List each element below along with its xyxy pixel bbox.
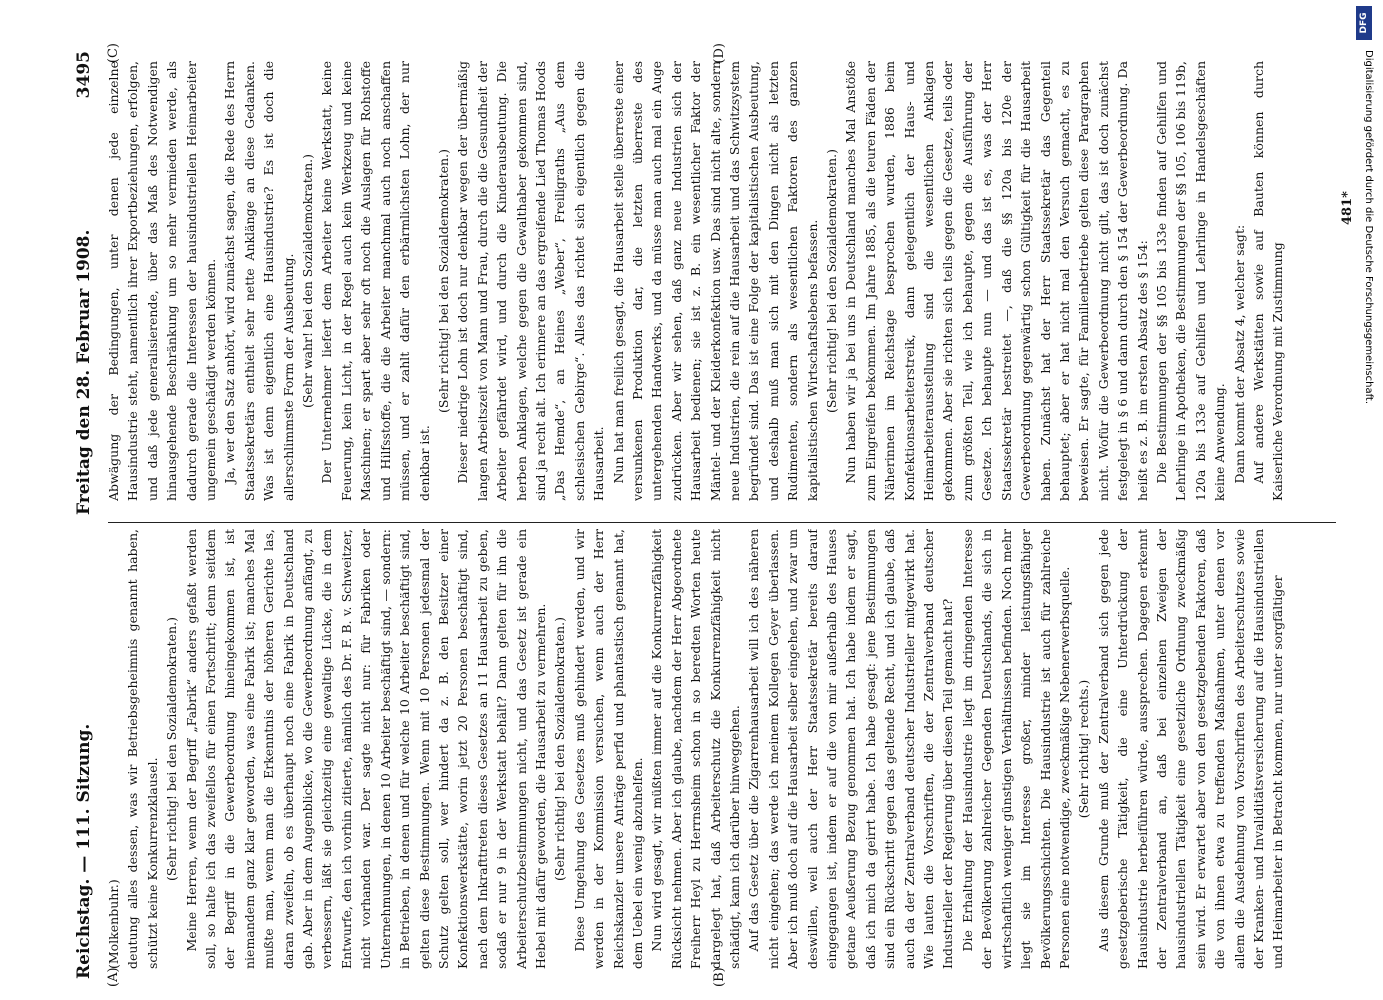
paragraph: Ja, wer den Satz anhört, wird zunächst sagen, die Rede des Herrn Staatssekretärs enthielt sehr nette Anklänge an diese Gedanken. Was ist denn eigentlich eine Hausindustrie? Es ist doch die allerschlimmste Form der Ausbeutung.: [222, 61, 296, 501]
digitization-credit: [1356, 6, 1374, 996]
quote-paragraph: Die Bestimmungen der §§ 105 bis 133e finden auf Gehilfen und Lehrlinge in Apotheken, die Bestimmungen der §§ 105, 106 bis 119b, 120a bis 133e auf Gehilfen und Lehrlinge in Handelsgeschäften keine Anwendung.: [1153, 61, 1228, 501]
session-title: Reichstag. — 111. Sitzung.: [74, 723, 94, 979]
paragraph: Dieser niedrige Lohn ist doch nur denkbar wegen der übermäßig langen Arbeitszeit von Mann und Frau, durch die die Gesundheit der Arbeiter gefährdet wird, und durch die Kinderausbeutung. Die herben Anklagen, welche gegen die Gewalthaber gekommen sind, sind ja recht alt. Ich erinnere an das ergreifende Lied Thomas Hoods „Das Hemde“, an Heines „Weber“, Freiligraths „Aus dem schlesischen Gebirge“. Alles das richtet sich eigentlich gegen die Hausarbeit.: [455, 61, 607, 501]
margin-marker-b: (B): [712, 967, 727, 987]
dfg-logo: DFG: [1356, 6, 1372, 40]
rotated-page: [72, 45, 1362, 985]
left-column: [104, 529, 1344, 969]
paragraph: Nun hat man freilich gesagt, die Hausarbeit stelle überreste einer versunkenen Produktion dar, die letzten überreste des untergehenden Handwerks, und da müsse man auch mal ein Auge zudrücken. Aber wir sehen, daß ganz neue Industrien sich der Hausarbeit bedienen; sie ist z. B. ein wesentlicher Faktor der Mäntel- und der Kleiderkonfektion usw. Das sind nicht alte, sondern neue Industrien, die rein auf die Hausarbeit und das Schwitzsystem begründet sind. Das ist eine Folge der kapitalistischen Ausbeutung, und deshalb muß man sich mit den Dingen nicht als letzten Rudimenten, sondern als wesentlichen Faktoren des ganzen kapitalistischen Wirtschaftslebens befassen.: [610, 61, 820, 501]
margin-marker-d: (D): [712, 43, 727, 64]
paragraph: Abwägung der Bedingungen, unter denen jede einzelne Hausindustrie steht, namentlich ihrer Exportbeziehungen, erfolgen, und daß jede generalisierende, über das Maß des Notwendigen hinausgehende Beschränkung um so mehr vermieden werde, als dadurch gerade die Interessen der hausindustriellen Heimarbeiter ungemein geschädigt werden können.: [106, 61, 219, 501]
column-divider: [108, 522, 1336, 523]
session-date: Freitag den 28. Februar 1908.: [74, 229, 94, 515]
paragraph: Dann kommt der Absatz 4, welcher sagt:: [1231, 224, 1247, 484]
paragraph: Der Unternehmer liefert dem Arbeiter keine Werkstatt, keine Feuerung, kein Licht, in der Regel auch kein Werkzeug und keine Maschinen; er spart aber sehr oft noch die Auslagen für Rohstoffe und Hilfsstoffe, die die Arbeiter manchmal auch noch anschaffen müssen, und er zahlt dafür den erbärmlichsten Lohn, der nur denkbar ist.: [319, 61, 432, 501]
paragraph: Auf das Gesetz über die Zigarrenhausarbeit will ich des näheren nicht eingehen; das werde ich meinem Kollegen Geyer überlassen. Aber ich muß doch auf die Hausarbeit selber eingehen, und zwar um deswillen, weil auch der Herr Staatssekretär bereits darauf eingegangen ist, indem er auf die von mir außerhalb des Hauses getane Aeußerung Bezug genommen hat. Ich habe indem er sagt, daß ich mich da geirrt habe. Ich habe gesagt: jene Bestimmungen sind ein Rückschritt gegen das geltende Recht, und ich glaube, daß auch da der Zentralverband deutscher Industrieller mitgewirkt hat. Wie lauten die Vorschriften, die der Zentralverband deutscher Industrieller der Regierung über diesen Teil gemacht hat?: [746, 529, 956, 969]
right-column: [104, 61, 1344, 501]
interjection: (Sehr richtig! bei den Sozialdemokraten.): [164, 617, 180, 881]
margin-marker-c: (C): [106, 43, 121, 64]
credit-text: Digitalisierung gefördert durch die Deutsche Forschungsgemeinschaft.: [1363, 50, 1374, 405]
interjection: (Sehr richtig! bei den Sozialdemokraten.): [552, 617, 568, 881]
margin-marker-a: (A): [106, 967, 121, 987]
interjection: (Sehr wahr! bei den Sozialdemokraten.): [300, 153, 316, 409]
quote-paragraph: Die Erhaltung der Hausindustrie liegt im dringenden Interesse der Bevölkerung zahlreicher Gegenden Deutschlands, die sich in wirtschaftlich weniger günstigen Verhältnissen befinden. Noch mehr liegt sie im Interesse großer, minder leistungsfähiger Bevölkerungsschichten. Die Hausindustrie ist auch für zahlreiche Personen eine notwendige, zweckmäßige Nebenerwerbsquelle.: [959, 529, 1072, 969]
speaker-name: (Molkenbuhr.): [106, 879, 121, 969]
paragraph: Nun wird gesagt, wir müßten immer auf die Konkurrenzfähigkeit Rücksicht nehmen. Aber ich glaube, nachdem der Herr Abgeordnete Freiherr Heyl zu Herrnsheim schon in so beredten Worten heute dargelegt hat, daß Arbeiterschutz die Konkurrenzfähigkeit nicht schädigt, kann ich darüber hinweggehen.: [649, 529, 742, 969]
page-header: [72, 45, 98, 985]
paragraph: Nun haben wir ja bei uns in Deutschland manches Mal Anstöße zum Eingreifen bekommen. Im Jahre 1885, als die teuren Fäden der Näherinnen im Reichstage besprochen wurden, 1886 beim Konfektionsarbeiterstreik, dann gelegentlich der Haus- und Heimarbeiterausstellung sind die wesentlichen Anklagen gekommen. Aber sie richten sich teils gegen die Gesetze, teils oder zum größten Teil, wie ich behaupte, gegen die Ausführung der Gesetze. Ich behaupte nun — und das ist es, was der Herr Staatssekretär bestreitet —, daß die §§ 120a bis 120e der Gewerbeordnung gegenwärtig schon Gültigkeit für die Hausarbeit haben. Zunächst hat der Herr Staatssekretär das Gegenteil behauptet; aber er hat nicht mal den Versuch gemacht, es zu beweisen. Er sagte, für Familienbetriebe gelten diese Paragraphen nicht. Wofür die Gewerbeordnung nicht gilt, das ist doch zunächst festgelegt in § 6 und dann durch den § 154 der Gewerbeordnung. Da heißt es z. B. im ersten Absatz des § 154:: [843, 61, 1150, 501]
quote-paragraph: Auf andere Werkstätten sowie auf Bauten können durch Kaiserliche Verordnung mit Zustimmung: [1250, 61, 1286, 501]
interjection: (Sehr richtig! bei den Sozialdemokraten.): [824, 149, 840, 413]
quote-paragraph: Aus diesem Grunde muß der Zentralverband sich gegen jede gesetzgeberische Tätigkeit, die eine Unterdrückung der Hausindustrie herbeiführen würde, aussprechen. Dagegen erkennt der Zentralverband an, daß bei einzelnen Zweigen der hausindustriellen Tätigkeit eine gesetzliche Ordnung zweckmäßig sein wird. Er erwartet aber von den gesetzgebenden Faktoren, daß die von ihnen etwa zu treffenden Maßnahmen, unter denen vor allem die Ausdehnung von Vorschriften des Arbeiterschutzes sowie der Kranken- und Invaliditätsversicherung auf die Hausindustriellen und Heimarbeiter in Betracht kommen, nur unter sorgfältiger: [1095, 529, 1286, 969]
paragraph: Meine Herren, wenn der Begriff „Fabrik“ anders gefaßt werden soll, so halte ich das zweifellos für einen Fortschritt; denn seitdem der Begriff in die Gewerbeordnung hineingekommen ist, ist niemandem ganz klar geworden, was eine Fabrik ist; manches Mal mußte man, wenn man die Erkenntnis der höheren Gerichte las, daran zweifeln, ob es überhaupt noch eine Fabrik in Deutschland gab. Aber in dem Augenblicke, wo die Gewerbeordnung anfängt, zu verbessern, läßt sie gleichzeitig eine gewaltige Lücke, die in dem Entwurfe, den ich vorhin zitierte, nämlich des Dr. F. B. v. Schweitzer, nicht vorhanden war. Der sagte nicht nur: für Fabriken oder Unternehmungen, in denen 10 Arbeiter beschäftigt sind, — sondern: in Betrieben, in denen und für welche 10 Arbeiter beschäftigt sind, gelten diese Bestimmungen. Wenn mit 10 Personen jedesmal der Schutz gelten soll, wer hindert da z. B. den Besitzer einer Konfektionswerkstätte, worin jetzt 20 Personen beschäftigt sind, nach dem Inkrafttreten dieses Gesetzes an 11 Hausarbeit zu geben, sodaß er nur 9 in der Werkstatt behält? Dann gelten für ihn die Arbeiterschutzbestimmungen nicht, und das Gesetz ist gerade ein Hebel mit dafür geworden, die Hausarbeit zu vermehren.: [183, 529, 548, 969]
paragraph: Diese Umgehung des Gesetzes muß gehindert werden, und wir werden in der Kommission versuchen, wenn auch der Herr Reichskanzler unsere Anträge perfid und phantastisch genannt hat, dem Uebel ein wenig abzuhelfen.: [571, 529, 645, 969]
page-number: 3495: [74, 51, 94, 99]
interjection: (Sehr richtig! rechts.): [1076, 679, 1092, 819]
interjection: (Sehr richtig! bei den Sozialdemokraten.): [435, 149, 451, 413]
paragraph: deutung alles dessen, was wir Betriebsgeheimnis genannt haben, schützt keine Konkurrenzklausel.: [125, 529, 160, 969]
sheet-number: 481*: [1340, 191, 1355, 225]
